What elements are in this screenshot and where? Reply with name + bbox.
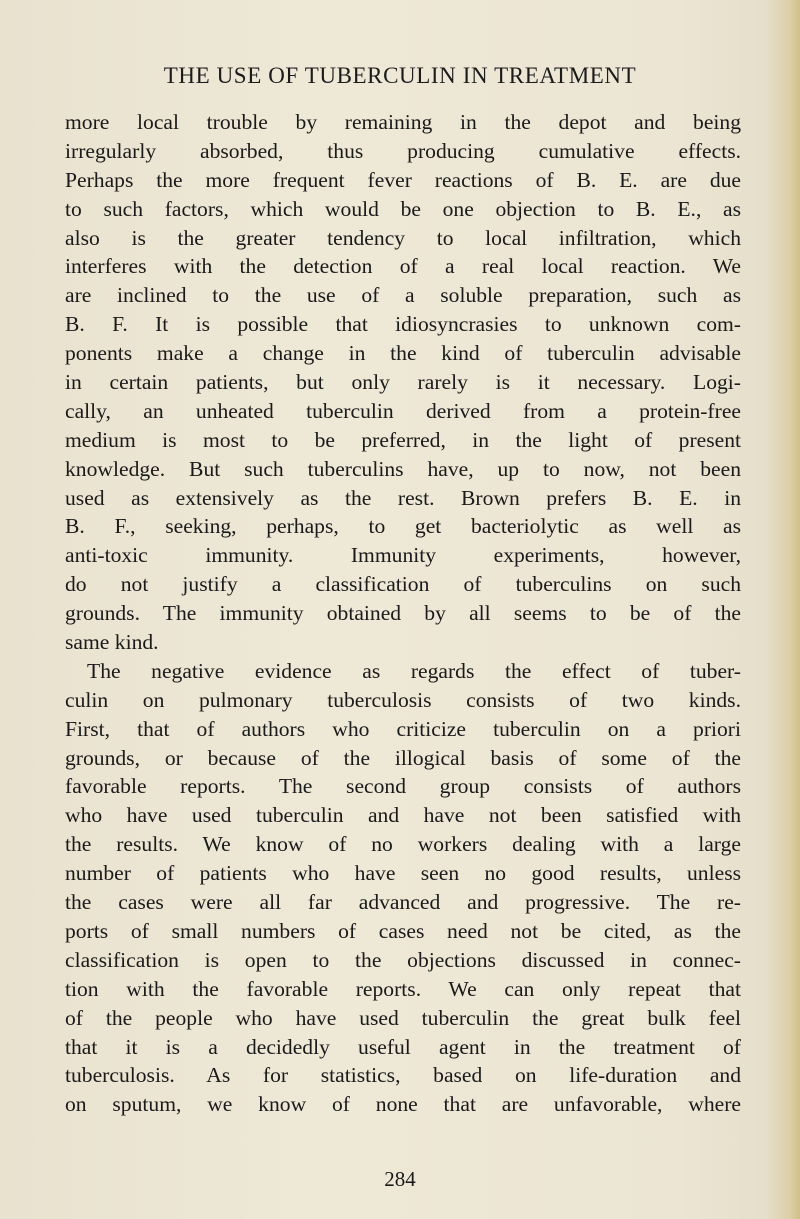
text-line: B. F., seeking, perhaps, to get bacteriolytic as well as — [65, 514, 741, 539]
text-line: also is the greater tendency to local infiltration, which — [65, 225, 741, 250]
text-line: used as extensively as the rest. Brown prefers B. E. in — [65, 485, 741, 510]
text-line: anti-toxic immunity. Immunity experiments, however, — [65, 543, 741, 568]
text-line: who have used tuberculin and have not been satisfied with — [65, 803, 741, 828]
text-line: classification is open to the objections discussed in connec- — [65, 947, 741, 972]
text-line: the results. We know of no workers dealing with a large — [65, 832, 741, 857]
page-number: 284 — [384, 1167, 416, 1191]
text-line: more local trouble by remaining in the depot and being — [65, 110, 741, 134]
text-line: B. F. It is possible that idiosyncrasies to unknown com- — [65, 312, 741, 337]
text-line: in certain patients, but only rarely is it necessary. Logi- — [65, 370, 741, 395]
text-line: culin on pulmonary tuberculosis consists of two kinds. — [65, 687, 741, 712]
text-line: Perhaps the more frequent fever reactions of B. E. are due — [65, 167, 741, 192]
text-line: grounds. The immunity obtained by all seems to be of the — [65, 601, 741, 626]
body-text — [65, 108, 741, 1119]
text-line: cally, an unheated tuberculin derived from a protein-free — [65, 398, 741, 423]
text-line: the cases were all far advanced and progressive. The re- — [65, 890, 741, 915]
text-line: favorable reports. The second group consists of authors — [65, 774, 741, 799]
running-head: THE USE OF TUBERCULIN IN TREATMENT — [163, 63, 637, 88]
text-line: medium is most to be preferred, in the light of present — [65, 427, 741, 452]
paragraph-start-line: The negative evidence as regards the effect of tuber- — [87, 658, 741, 683]
text-line: interferes with the detection of a real local reaction. We — [65, 254, 741, 279]
text-line: to such factors, which would be one objection to B. E., as — [65, 196, 741, 221]
page-edge — [766, 0, 800, 1219]
text-line: tion with the favorable reports. We can only repeat that — [65, 976, 741, 1001]
paragraph-end-line: same kind. — [65, 630, 159, 655]
text-line: are inclined to the use of a soluble preparation, such as — [65, 283, 741, 308]
text-line: knowledge. But such tuberculins have, up to now, not been — [65, 456, 741, 481]
text-line: First, that of authors who criticize tuberculin on a priori — [65, 716, 741, 741]
text-line: ports of small numbers of cases need not be cited, as the — [65, 918, 741, 943]
text-line: number of patients who have seen no good results, unless — [65, 861, 741, 886]
text-line: of the people who have used tuberculin the great bulk feel — [65, 1005, 741, 1030]
text-line: on sputum, we know of none that are unfavorable, where — [65, 1092, 741, 1117]
text-line: tuberculosis. As for statistics, based on life-duration and — [65, 1063, 741, 1088]
text-line: ponents make a change in the kind of tuberculin advisable — [65, 341, 741, 366]
text-line: grounds, or because of the illogical basis of some of the — [65, 745, 741, 770]
text-line: irregularly absorbed, thus producing cumulative effects. — [65, 138, 741, 163]
text-line: that it is a decidedly useful agent in the treatment of — [65, 1034, 741, 1059]
text-line: do not justify a classification of tuberculins on such — [65, 572, 741, 597]
